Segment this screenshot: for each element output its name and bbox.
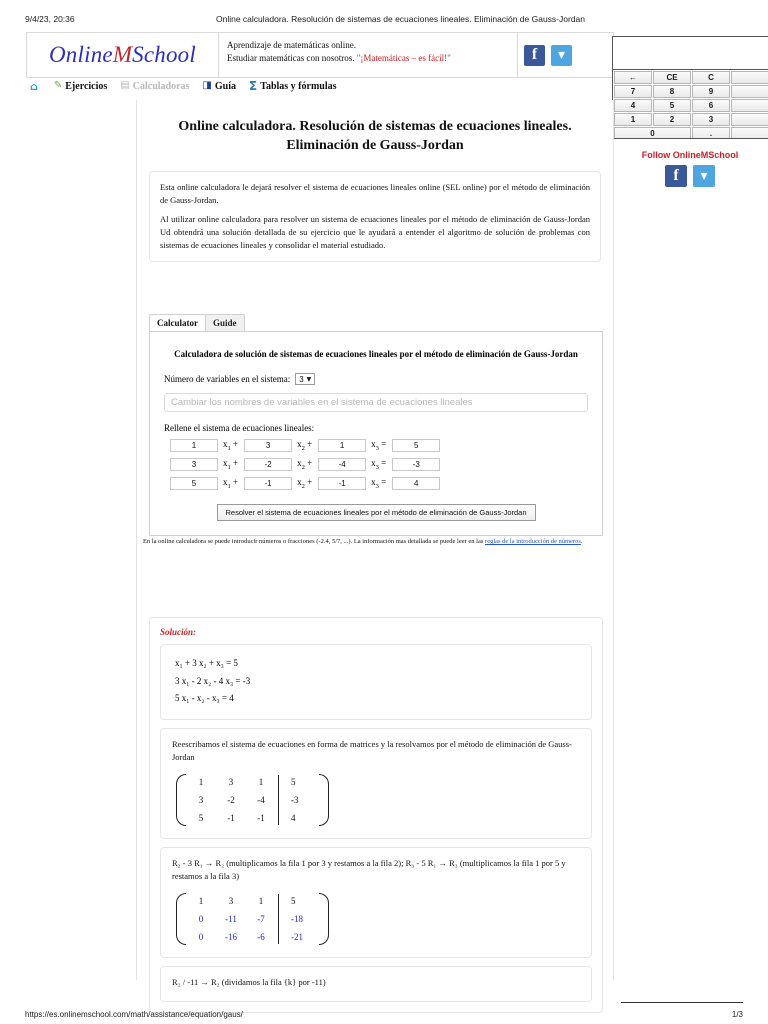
note-text-after: . [580, 538, 583, 545]
key-8[interactable]: 8 [653, 85, 691, 98]
calculator-display[interactable] [613, 37, 768, 70]
matrix-cell: -6 [257, 932, 265, 943]
coeff-input-r2c2[interactable]: -2 [244, 458, 292, 471]
augmented-matrix [172, 773, 580, 827]
matrix-right-paren [319, 892, 329, 946]
matrix-cell: 1 [258, 896, 264, 907]
tagline-line-1: Aprendizaje de matemáticas online. [227, 40, 356, 50]
key-extra-2[interactable] [731, 85, 768, 98]
key-7[interactable]: 7 [614, 85, 652, 98]
coeff-input-r3c1[interactable]: 5 [170, 477, 218, 490]
key-2[interactable]: 2 [653, 113, 691, 126]
key-extra-4[interactable] [731, 113, 768, 126]
equation-input-row [164, 458, 588, 471]
page-title: Online calculadora. Resolución de sistemas de ecuaciones lineales. Eliminación de Gauss-Jordan [178, 119, 572, 153]
solution-equation-3: 5 x₁ - x₂ - x₃ = 4 [175, 693, 234, 704]
solution-equation-1: x₁ + 3 x₂ + x₃ = 5 [175, 658, 238, 668]
keypad-row [614, 127, 768, 139]
site-masthead [26, 32, 614, 78]
calculator-keypad [613, 70, 768, 139]
site-logo[interactable] [27, 33, 219, 77]
solve-button[interactable]: Resolver el sistema de ecuaciones lineales por el método de eliminación de Gauss-Jordan [217, 504, 536, 521]
print-date: 9/4/23, 20:36 [25, 14, 75, 24]
solution-step [160, 847, 592, 958]
matrix-rhs-cell: 5 [291, 776, 296, 787]
matrix-cell: 1 [198, 896, 204, 907]
footer-rule [621, 1002, 743, 1003]
tagline-slogan: "¡Matemáticas – es fácil!" [356, 53, 451, 64]
key-1[interactable]: 1 [614, 113, 652, 126]
coeff-input-r1c2[interactable]: 3 [244, 439, 292, 452]
solution-label: Solución: [160, 627, 197, 637]
variable-label-x3: $x_3$ = [371, 458, 387, 471]
tab-calculator[interactable]: Calculator [149, 314, 206, 331]
twitter-icon[interactable]: ▾ [693, 165, 715, 187]
nav-label-ejercicios: Ejercicios [65, 80, 108, 92]
matrix-coefficients [186, 892, 276, 946]
key-6[interactable]: 6 [692, 99, 730, 112]
key-extra-5[interactable] [731, 127, 768, 139]
input-rules-note [139, 537, 613, 547]
variable-label-x2: $x_2$ + [297, 458, 313, 471]
matrix-divider [278, 775, 279, 825]
nav-label-calculadoras: Calculadoras [132, 80, 190, 92]
matrix-cell: 0 [198, 914, 204, 925]
matrix-cell: -2 [227, 794, 235, 805]
variable-label-x2: $x_2$ + [297, 477, 313, 490]
rhs-input-r2[interactable]: -3 [392, 458, 440, 471]
follow-block [612, 150, 768, 187]
matrix-rhs-cell: 5 [291, 896, 296, 907]
matrix-cell: -7 [257, 914, 265, 925]
pencil-icon: ✎ [53, 80, 63, 91]
rhs-input-r1[interactable]: 5 [392, 439, 440, 452]
note-text-before: En la online calculadora se puede introducir números o fracciones (-2.4, 5/7, ...). La información mas detallada se puede leer en las [143, 538, 486, 545]
footer-page-number: 1/3 [731, 1010, 743, 1019]
logo-school-text: School [132, 42, 196, 67]
print-page-title: Online calculadora. Resolución de sistemas de ecuaciones lineales. Eliminación de Gauss-Jordan [216, 14, 586, 24]
main-content [136, 100, 614, 988]
nav-label-tablas: Tablas y fórmulas [260, 80, 337, 92]
solution-equation-2: 3 x₁ - 2 x₂ - 4 x₃ = -3 [175, 675, 251, 686]
keypad-row [614, 71, 768, 84]
keypad-row [614, 113, 768, 126]
matrix-cell: 1 [198, 776, 204, 787]
calculator-icon: ▤ [120, 80, 130, 91]
solve-button-wrap [164, 502, 588, 521]
matrix-right-paren [319, 773, 329, 827]
solution-step [160, 966, 592, 1001]
sidebar-calculator-widget[interactable] [612, 36, 768, 139]
step-description: R₂ - 3 R₁ → R₂ (multiplicamos la fila 1 por 3 y restamos a la fila 2); R₃ - 5 R₁ → R₃ (multiplicamos la fila 1 por 5 y restamos a la fila 3) [172, 857, 566, 882]
coeff-input-r2c1[interactable]: 3 [170, 458, 218, 471]
variable-label-x3: $x_3$ = [371, 439, 387, 452]
intro-paragraph-2: Al utilizar online calculadora para resolver un sistema de ecuaciones lineales por el método de eliminación de Gauss-Jordan Ud obtendrá una solución detallada de su ejercicio que le ayudará a entender el algoritmo de solución de problemas con sistemas de ecuaciones lineales y consolidar el material estudiado. [160, 214, 590, 250]
key-3[interactable]: 3 [692, 113, 730, 126]
input-rules-link[interactable]: reglas de la introducción de números [485, 538, 581, 545]
facebook-icon[interactable]: f [665, 165, 687, 187]
variable-label-x1: $x_1$ + [223, 439, 239, 452]
variable-count-value: 3 [299, 374, 304, 384]
augmented-matrix [172, 892, 580, 946]
tab-guide[interactable]: Guide [205, 314, 245, 331]
variable-label-x1: $x_1$ + [223, 477, 239, 490]
matrix-cell: 1 [258, 776, 264, 787]
coeff-input-r2c3[interactable]: -4 [318, 458, 366, 471]
matrix-rhs-cell: -3 [291, 794, 299, 805]
tagline-line-2: Estudiar matemáticas con nosotros. [227, 53, 355, 64]
matrix-cell: -1 [227, 812, 235, 823]
intro-paragraph-1: Esta online calculadora le dejará resolver el sistema de ecuaciones lineales online (SEL online) por el método de eliminación de Gauss-Jordan. [160, 181, 590, 205]
rhs-input-r3[interactable]: 4 [392, 477, 440, 490]
matrix-divider [278, 894, 279, 944]
variable-count-label: Número de variables en el sistema: [164, 374, 291, 385]
variable-label-x3: $x_3$ = [371, 477, 387, 490]
sigma-icon: Σ [249, 79, 258, 93]
follow-social-links [612, 165, 768, 187]
key-4[interactable]: 4 [614, 99, 652, 112]
fill-system-label: Rellene el sistema de ecuaciones lineales: [164, 423, 315, 434]
coeff-input-r1c1[interactable]: 1 [170, 439, 218, 452]
footer-url: https://es.onlinemschool.com/math/assistance/equation/gaus/ [25, 1010, 243, 1019]
key-extra-3[interactable] [731, 99, 768, 112]
matrix-cell: 5 [198, 812, 204, 823]
keypad-row [614, 85, 768, 98]
matrix-cell: -11 [225, 914, 237, 925]
home-icon: ⌂ [30, 79, 38, 93]
matrix-cell: 3 [228, 776, 234, 787]
variable-count-row [164, 373, 588, 385]
matrix-cell: -16 [225, 932, 237, 943]
key-c[interactable]: C [692, 71, 730, 84]
follow-title: Follow OnlineMSchool [641, 150, 739, 160]
chevron-down-icon: ▼ [306, 375, 312, 383]
matrix-rhs-cell: 4 [291, 812, 296, 823]
equation-input-row [164, 439, 588, 452]
coeff-input-r3c3[interactable]: -1 [318, 477, 366, 490]
matrix-rhs-cell: -18 [291, 914, 303, 925]
nav-item-ejercicios[interactable] [54, 81, 107, 92]
matrix-rhs-column [285, 892, 319, 946]
coeff-input-r3c2[interactable]: -1 [244, 477, 292, 490]
coeff-input-r1c3[interactable]: 1 [318, 439, 366, 452]
nav-item-guia[interactable] [202, 81, 236, 92]
calculator-panel [149, 331, 603, 536]
key-extra-1[interactable] [731, 71, 768, 84]
intro-box [149, 171, 601, 262]
key-9[interactable]: 9 [692, 85, 730, 98]
solution-box [149, 617, 603, 1013]
key-5[interactable]: 5 [653, 99, 691, 112]
logo-m-text: M [112, 42, 133, 67]
nav-label-guia: Guía [214, 80, 236, 92]
book-icon: ◨ [202, 80, 212, 91]
variable-label-x1: $x_1$ + [223, 458, 239, 471]
matrix-left-paren [176, 892, 186, 946]
solution-step [160, 728, 592, 839]
site-tagline [219, 33, 517, 77]
matrix-left-paren [176, 773, 186, 827]
key-ce[interactable]: CE [653, 71, 691, 84]
nav-item-calculadoras[interactable] [120, 81, 189, 92]
facebook-icon[interactable]: f [524, 45, 545, 66]
nav-item-home[interactable] [30, 81, 41, 92]
panel-title: Calculadora de solución de sistemas de ecuaciones lineales por el método de eliminación de Gauss-Jordan [174, 349, 578, 359]
matrix-coefficients [186, 773, 276, 827]
step-description: R₂ / -11 → R₂ (dividamos la fila {k} por -11) [172, 977, 326, 988]
key-0[interactable]: 0 [614, 127, 691, 139]
matrix-cell: -4 [257, 794, 265, 805]
masthead-social-links [517, 33, 613, 77]
equation-input-row [164, 477, 588, 490]
logo-online-text: Online [49, 42, 113, 67]
tab-bar [149, 314, 244, 331]
keypad-row [614, 99, 768, 112]
matrix-cell: 0 [198, 932, 204, 943]
matrix-cell: 3 [228, 896, 234, 907]
twitter-icon[interactable]: ▾ [551, 45, 572, 66]
matrix-rhs-column [285, 773, 319, 827]
matrix-cell: -1 [257, 812, 265, 823]
matrix-rhs-cell: -21 [291, 932, 303, 943]
solution-equations-card [160, 644, 592, 720]
nav-item-tablas[interactable] [249, 80, 337, 92]
matrix-cell: 3 [198, 794, 204, 805]
step-description: Reescribamos el sistema de ecuaciones en forma de matrices y la resolvamos por el método de eliminación de Gauss-Jordan [172, 738, 572, 762]
variable-label-x2: $x_2$ + [297, 439, 313, 452]
key-backspace[interactable]: ← [614, 71, 652, 84]
rename-variables-input[interactable]: Cambiar los nombres de variables en el sistema de ecuaciones lineales [164, 393, 588, 412]
key-decimal-point[interactable]: . [692, 127, 730, 139]
main-navigation [30, 80, 337, 92]
variable-count-select[interactable] [295, 373, 315, 385]
